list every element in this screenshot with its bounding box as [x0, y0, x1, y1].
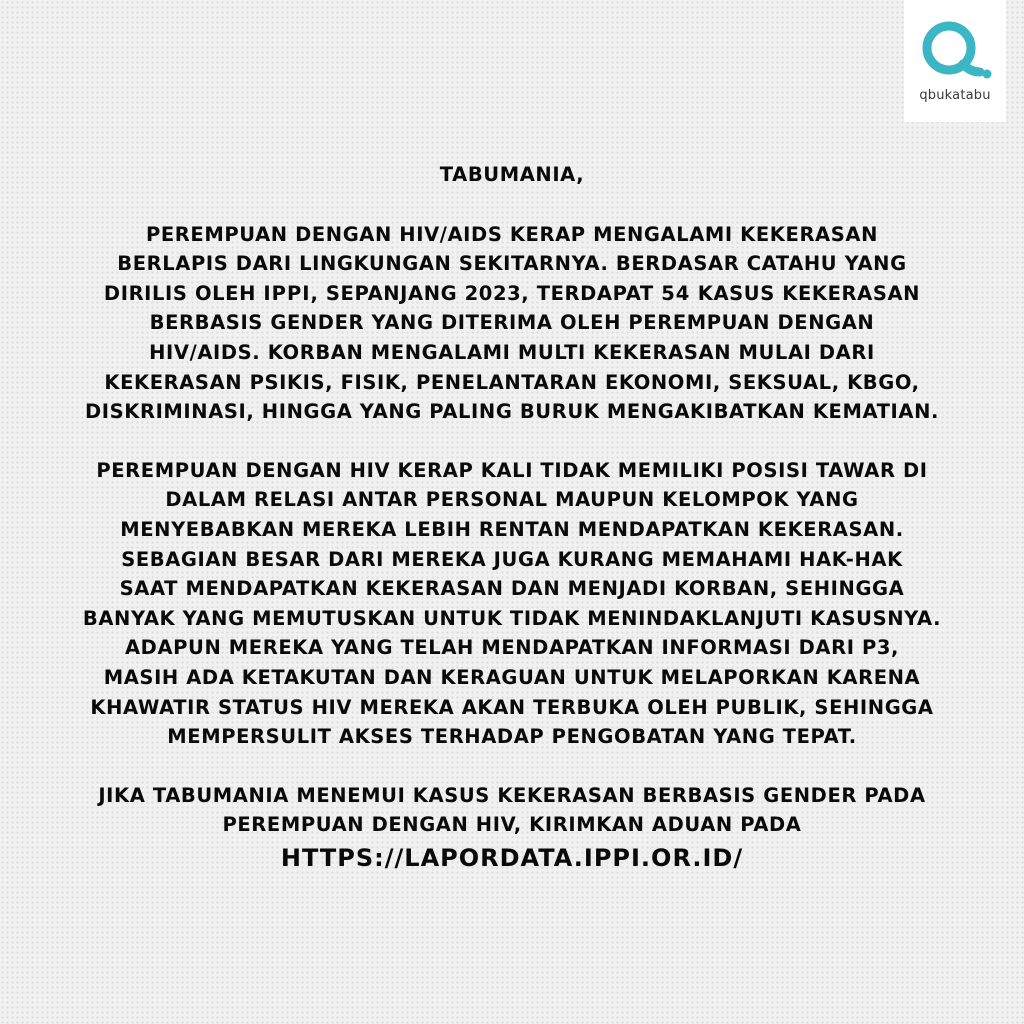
text-fragment: , SEPANJANG 2023, TERDAPAT [310, 281, 654, 305]
text-line: MEMPERSULIT AKSES TERHADAP PENGOBATAN YANG TEPAT. [167, 725, 857, 749]
text-fragment: KASUS KEKERASAN [697, 281, 921, 305]
text-line: JIKA TABUMANIA MENEMUI KASUS KEKERASAN BERBASIS GENDER PADA [98, 783, 926, 807]
org-name-ippi: IPPI [263, 281, 311, 305]
text-fragment: DIRILIS OLEH [103, 281, 256, 305]
text-line: PEREMPUAN DENGAN HIV KERAP KALI TIDAK MEMILIKI POSISI TAWAR DI [96, 458, 928, 482]
paragraph-violence-data [40, 220, 984, 427]
case-count: 54 [661, 281, 691, 305]
text-line: PEREMPUAN DENGAN HIV/AIDS KERAP MENGALAMI KEKERASAN [145, 222, 879, 246]
q-logo-icon [918, 18, 992, 84]
report-url: HTTPS://LAPORDATA.IPPI.OR.ID/ [280, 843, 744, 872]
text-line: DALAM RELASI ANTAR PERSONAL MAUPUN KELOMPOK YANG [165, 488, 859, 512]
text-line: HIV/AIDS. KORBAN MENGALAMI MULTI KEKERASAN MULAI DARI [149, 340, 875, 364]
text-line: DISKRIMINASI, HINGGA YANG PALING BURUK MENGAKIBATKAN KEMATIAN. [84, 400, 940, 424]
text-line: SAAT MENDAPATKAN KEKERASAN DAN MENJADI KORBAN, SEHINGGA [119, 577, 905, 601]
brand-logo [904, 0, 1006, 122]
text-line: KEKERASAN PSIKIS, FISIK, PENELANTARAN EKONOMI, SEKSUAL, KBGO, [104, 370, 920, 394]
paragraph-report-call [40, 781, 984, 874]
text-line [40, 279, 984, 309]
brand-name: qbukatabu [919, 88, 991, 103]
text-line: MASIH ADA KETAKUTAN DAN KERAGUAN UNTUK MELAPORKAN KARENA [103, 665, 921, 689]
text-line: PEREMPUAN DENGAN HIV, KIRIMKAN ADUAN PADA [222, 813, 802, 837]
text-line: MENYEBABKAN MEREKA LEBIH RENTAN MENDAPATKAN KEKERASAN. [120, 517, 904, 541]
text-line: BANYAK YANG MEMUTUSKAN UNTUK TIDAK MENINDAKLANJUTI KASUSNYA. [82, 606, 942, 630]
text-line: ADAPUN MEREKA YANG TELAH MENDAPATKAN INFORMASI DARI P3, [124, 636, 900, 660]
text-line: SEBAGIAN BESAR DARI MEREKA JUGA KURANG MEMAHAMI HAK-HAK [121, 547, 903, 571]
announcement-text [40, 160, 984, 873]
text-line: KHAWATIR STATUS HIV MEREKA AKAN TERBUKA OLEH PUBLIK, SEHINGGA [90, 695, 934, 719]
text-line: BERLAPIS DARI LINGKUNGAN SEKITARNYA. BERDASAR CATAHU YANG [117, 252, 907, 276]
greeting: TABUMANIA, [439, 163, 585, 186]
paragraph-vulnerability [40, 456, 984, 752]
text-line: BERBASIS GENDER YANG DITERIMA OLEH PEREMPUAN DENGAN [149, 311, 875, 335]
